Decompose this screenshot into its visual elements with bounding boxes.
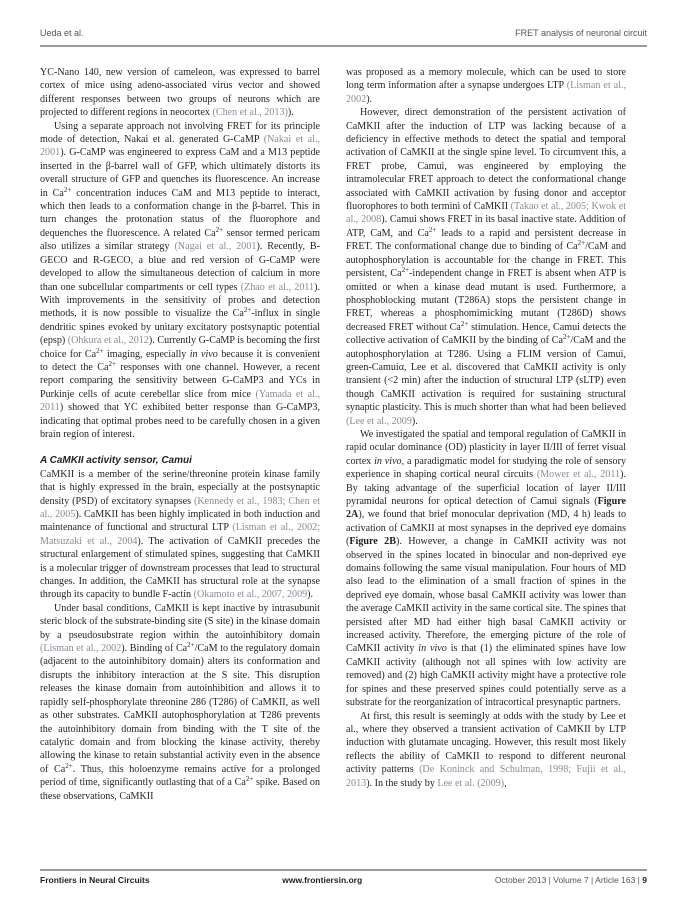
issue-info [495, 875, 647, 885]
citation-link[interactable]: (Lisman et al., 2002 [346, 80, 626, 105]
footer-divider [40, 869, 647, 871]
superscript: 2+ [401, 266, 410, 275]
running-head-authors: Ueda et al. [40, 28, 84, 38]
superscript: 2+ [577, 239, 586, 248]
paragraph: was proposed as a memory molecule, which can be used to store long term information after a synapse undergoes LTP (Lisman et al., 2002). [346, 67, 626, 105]
paragraph: Under basal conditions, CaMKII is kept inactive by intrasubunit steric block of the substrate-binding site (S site) in the kinase domain by a pseudosubstrate region within the autoinhibitory domain (Lisman et al., 2002). Binding of $Ca^{2+}$/CaM to the regulatory domain (adjacent to the autoinhibitory domain) alters its conformation and disrupts the inhibitory interaction at the S site. This disruption releases the kinase domain from autoinhibition and allows it to rapidly self-phosphorylate threonine 286 (T286) of CaMKII, as well as other substrates. CaMKII autophosphorylation at T286 prevents the autoinhibitory domain from binding with the T site of the catalytic domain and from blocking the kinase activity, thereby allowing the kinase to retain substantial activity even in the absence of $Ca^{2+}$. Thus, this holoenzyme remains active for a prolonged period of time, significantly outlasting that of a $Ca^{2+}$ spike. Based on these observations, CaMKII [40, 602, 320, 802]
citation-link[interactable]: (Nakai et al., 2001 [40, 134, 320, 159]
superscript: 2+ [215, 225, 224, 234]
paragraph: We investigated the spatial and temporal regulation of CaMKII in rapid ocular dominance (OD) plasticity in layer II/III of ferret visual cortex in vivo, a paradigmatic model for studying the role of sensory experience in shaping cortical neural circuits (Mower et al., 2011). By taking advantage of the superficial location of layer II/III pyramidal neurons for optical detection of Camui signals (Figure 2A), we found that brief monocular deprivation (MD, 4 h) leads to activation of CaMKII at most synapses in the deprived eye domains (Figure 2B). However, a change in CaMKII activity was not observed in the spines located in binocular and non-deprived eye domains following the same visual manipulation. Four hours of MD also lead to the elimination of a small fraction of spines in the deprived eye domain, whose basal CaMKII activity was lower than the average CaMKII activity in the same cortical site. The spines that persisted after MD had either high basal CaMKII activity or increased activity. Therefore, the emerging picture of the role of CaMKII activity in vivo is that (1) the eliminated spines have low CaMKII activity (although not all spines with low activity are removed) and (2) high CaMKII activity might have a protective role for spines and these preserved spines could potentially serve as a substrate for the reorganization of intracortical presynaptic partners. [346, 428, 626, 709]
citation-link[interactable]: (Mower et al., 2011 [536, 469, 621, 481]
footer [40, 875, 647, 885]
citation-link[interactable]: (Okamoto et al., 2007, 2009 [193, 589, 308, 601]
citation-link[interactable]: (Ohkura et al., 2012 [67, 335, 149, 347]
superscript: 2+ [460, 319, 469, 328]
paragraph: At first, this result is seemingly at odds with the study by Lee et al., where they observed a transient activation of CaMKII by LTP induction with glutamate uncaging. However, this result most likely reflects the ability of CaMKII to respond to different neuronal activity patterns (De Koninck and Schulman, 1998; Fujii et al., 2013). In the study by Lee et al. (2009), [346, 710, 626, 789]
journal-url[interactable]: www.frontiersin.org [282, 875, 363, 885]
citation-link[interactable]: (Kennedy et al., 1983; Chen et al., 2005 [40, 495, 320, 520]
journal-name: Frontiers in Neural Circuits [40, 875, 150, 885]
superscript: 2+ [65, 761, 73, 770]
superscript: 2+ [187, 641, 195, 650]
citation-link[interactable]: (Lisman et al., 2002 [40, 643, 122, 655]
paragraph: Using a separate approach not involving FRET for its principle mode of detection, Nakai et al. generated G-CaMP (Nakai et al., 2001). G-CaMP was engineered to express CaM and a M13 peptide inserted in the β-barrel wall of GFP, which ultimately distorts its overall structure of GFP and quenches its fluorescence. An increase in $Ca^{2+}$ concentration induces CaM and M13 peptide to interact, which then leads to a conformation change in the β-barrel. This in turn changes the protonation status of the fluorophore and dequenches the fluorescence. A related $Ca^{2+}$ sensor termed pericam also utilizes a similar strategy (Nagai et al., 2001). Recently, B-GECO and R-GECO, a blue and red version of G-CaMP were developed to allow the simultaneous detection of calcium in more than one subcellular compartments or cell types (Zhao et al., 2011). With improvements in the sensitivity of probes and detection methods, it is now possible to visualize the $Ca^{2+}$-influx in single dendritic spines evoked by unitary excitatory postsynaptic potential (epsp) (Ohkura et al., 2012). Currently G-CaMP is becoming the first choice for $Ca^{2+}$ imaging, especially in vivo because it is convenient to detect the $Ca^{2+}$ responses with one channel. However, a recent report comparing the sensitivity between G-CaMP3 and YCs in Purkinje cells of acute cerebellar slice from mice (Yamada et al., 2011) showed that YC exhibited better response than G-CaMP3, indicating that optimal probes need to be carefully chosen in a given brain region of interest. [40, 120, 321, 440]
right-column [346, 66, 626, 790]
citation-link[interactable]: (Zhao et al., 2011 [240, 281, 315, 293]
citation-link[interactable]: (Lisman et al., 2002; Matsuzaki et al., 2004 [40, 522, 320, 547]
superscript: 2+ [243, 306, 252, 315]
page-number: 9 [642, 875, 647, 885]
figure-reference[interactable]: Figure 2A [346, 496, 626, 521]
paragraph: YC-Nano 140, new version of cameleon, was expressed to barrel cortex of mice using adeno-associated virus vector and showed different responses between two groups of neurons which are projected to different regions in neocortex (Chen et al., 2013)). [40, 67, 320, 119]
section-heading: A CaMKII activity sensor, Camui [40, 455, 192, 467]
superscript: 2+ [96, 346, 104, 355]
issue-text: October 2013 | Volume 7 | Article 163 | [494, 875, 643, 885]
paragraph: CaMKII is a member of the serine/threonine protein kinase family that is highly expressed in the brain, especially at the postsynaptic density (PSD) of excitatory synapses (Kennedy et al., 1983; Chen et al., 2005). CaMKII has been highly implicated in both induction and maintenance of functional and structural LTP (Lisman et al., 2002; Matsuzaki et al., 2004). The activation of CaMKII precedes the structural enlargement of stimulated spines, suggesting that CaMKII is a molecular trigger of downstream processes that lead to structural changes. In addition, the CaMKII has structural role at the synapse through its capacity to bundle F-actin (Okamoto et al., 2007, 2009). [40, 468, 321, 601]
running-head-title: FRET analysis of neuronal circuit [515, 28, 647, 38]
superscript: 2+ [245, 775, 254, 784]
italic-text: in vivo [374, 455, 402, 467]
italic-text: in vivo [418, 643, 447, 655]
citation-link[interactable]: (Nagai et al., 2001 [174, 241, 257, 253]
citation-link[interactable]: (Chen et al., 2013) [212, 107, 288, 119]
superscript: 2+ [63, 185, 72, 194]
superscript: 2+ [428, 225, 437, 234]
superscript: 2+ [563, 333, 571, 342]
header-divider [40, 45, 647, 47]
citation-link[interactable]: (Yamada et al., 2011 [40, 388, 320, 414]
left-column [40, 66, 320, 803]
paragraph: However, direct demonstration of the persistent activation of CaMKII after the induction of LTP was lacking because of a deficiency in effective methods to detect the spatial and temporal activation of CaMKII at the single spine level. To circumvent this, a FRET probe, Camui, was engineered by employing the intramolecular FRET approach to detect the conformational change associated with CaMKII activation by fusing donor and acceptor fluorophores to both termini of CaMKII (Takao et al., 2005; Kwok et al., 2008). Camui shows FRET in its basal inactive state. Addition of ATP, CaM, and $Ca^{2+}$ leads to a rapid and persistent decrease in FRET. The conformational change due to binding of $Ca^{2+}$/CaM and autophosphorylation is accountable for the change in FRET. This persistent, $Ca^{2+}$-independent change in FRET is absent when ATP is omitted or when a kinase dead mutant is used. Furthermore, a phosphoblocking mutant (T286A) stops the persistent change in FRET, whereas a phosphomimicking mutant (T286D) shows decreased FRET without $Ca^{2+}$ stimulation. Hence, Camui detects the collective activation of CaMKII by the binding of $Ca^{2+}$/CaM and the autophosphorylation at T286. Using a FLIM version of Camui, green-Camuiα, Lee et al. discovered that CaMKII activity is only transient (<2 min) after the induction of structural LTP (sLTP) even though CaMKII activation is required for sustaining structural synaptic plasticity. This is much shorter than what had been believed (Lee et al., 2009). [346, 107, 627, 427]
citation-link[interactable]: (Takao et al., 2005; Kwok et al., 2008 [346, 201, 626, 226]
figure-reference[interactable]: Figure 2B [349, 536, 396, 548]
citation-link[interactable]: (Lee et al., 2009 [346, 415, 412, 427]
superscript: 2+ [108, 359, 116, 368]
italic-text: in vivo [189, 348, 218, 360]
citation-link[interactable]: (De Koninck and Schulman, 1998; Fujii et al., 2013 [346, 764, 626, 789]
running-head [40, 28, 647, 38]
citation-link[interactable]: Lee et al. (2009) [437, 777, 505, 789]
